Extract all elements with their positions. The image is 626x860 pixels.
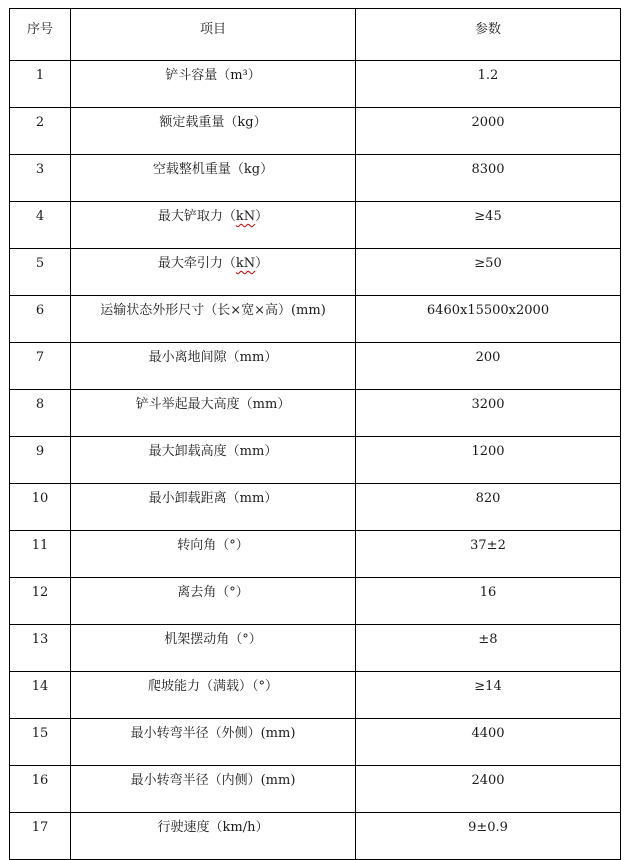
row-index: 1 (10, 61, 71, 108)
row-index: 3 (10, 155, 71, 202)
row-value: 4400 (356, 719, 621, 766)
table-row (10, 484, 621, 531)
row-item: 运输状态外形尺寸（长×宽×高）(mm) (71, 296, 356, 343)
row-item: 机架摆动角（°） (71, 625, 356, 672)
table-row (10, 719, 621, 766)
row-index: 14 (10, 672, 71, 719)
table-row (10, 390, 621, 437)
row-index: 9 (10, 437, 71, 484)
row-item: 离去角（°） (71, 578, 356, 625)
row-index: 12 (10, 578, 71, 625)
row-item: 爬坡能力（满载）（°） (71, 672, 356, 719)
table-row (10, 437, 621, 484)
row-value: ≥14 (356, 672, 621, 719)
spellcheck-underline: kN (235, 209, 256, 224)
row-value: 8300 (356, 155, 621, 202)
row-item: 铲斗举起最大高度（mm） (71, 390, 356, 437)
row-item: 最小转弯半径（内侧）(mm) (71, 766, 356, 813)
table-row (10, 813, 621, 860)
row-value: 1.2 (356, 61, 621, 108)
row-value: ≥50 (356, 249, 621, 296)
row-item: 最小卸载距离（mm） (71, 484, 356, 531)
header-value: 参数 (356, 9, 621, 61)
row-index: 5 (10, 249, 71, 296)
row-value: 16 (356, 578, 621, 625)
specification-table (9, 8, 621, 860)
row-item: 铲斗容量（m³） (71, 61, 356, 108)
row-item: 最大铲取力（kN） (71, 202, 356, 249)
row-value: 9±0.9 (356, 813, 621, 860)
row-index: 17 (10, 813, 71, 860)
row-value: 820 (356, 484, 621, 531)
row-item: 空载整机重量（kg） (71, 155, 356, 202)
table-row (10, 672, 621, 719)
table-row (10, 343, 621, 390)
spellcheck-underline: kN (235, 256, 256, 271)
row-value: 200 (356, 343, 621, 390)
row-index: 11 (10, 531, 71, 578)
row-index: 2 (10, 108, 71, 155)
header-item: 项目 (71, 9, 356, 61)
row-index: 6 (10, 296, 71, 343)
row-index: 8 (10, 390, 71, 437)
row-value: 1200 (356, 437, 621, 484)
row-item: 最小离地间隙（mm） (71, 343, 356, 390)
row-item: 额定载重量（kg） (71, 108, 356, 155)
row-value: 3200 (356, 390, 621, 437)
table-row (10, 155, 621, 202)
row-value: ±8 (356, 625, 621, 672)
row-index: 4 (10, 202, 71, 249)
table-row (10, 249, 621, 296)
table-row (10, 625, 621, 672)
row-index: 10 (10, 484, 71, 531)
table-row (10, 531, 621, 578)
row-item: 转向角（°） (71, 531, 356, 578)
table-row (10, 296, 621, 343)
table-row (10, 108, 621, 155)
row-index: 13 (10, 625, 71, 672)
row-value: 2000 (356, 108, 621, 155)
row-item: 行驶速度（km/h） (71, 813, 356, 860)
row-item: 最大卸载高度（mm） (71, 437, 356, 484)
row-index: 15 (10, 719, 71, 766)
row-index: 7 (10, 343, 71, 390)
row-value: 37±2 (356, 531, 621, 578)
row-value: 6460x15500x2000 (356, 296, 621, 343)
table-row (10, 578, 621, 625)
table-row (10, 61, 621, 108)
header-index: 序号 (10, 9, 71, 61)
row-index: 16 (10, 766, 71, 813)
table-row (10, 202, 621, 249)
row-value: 2400 (356, 766, 621, 813)
row-item: 最大牵引力（kN） (71, 249, 356, 296)
table-header-row (10, 9, 621, 61)
row-item: 最小转弯半径（外侧）(mm) (71, 719, 356, 766)
row-value: ≥45 (356, 202, 621, 249)
table-row (10, 766, 621, 813)
